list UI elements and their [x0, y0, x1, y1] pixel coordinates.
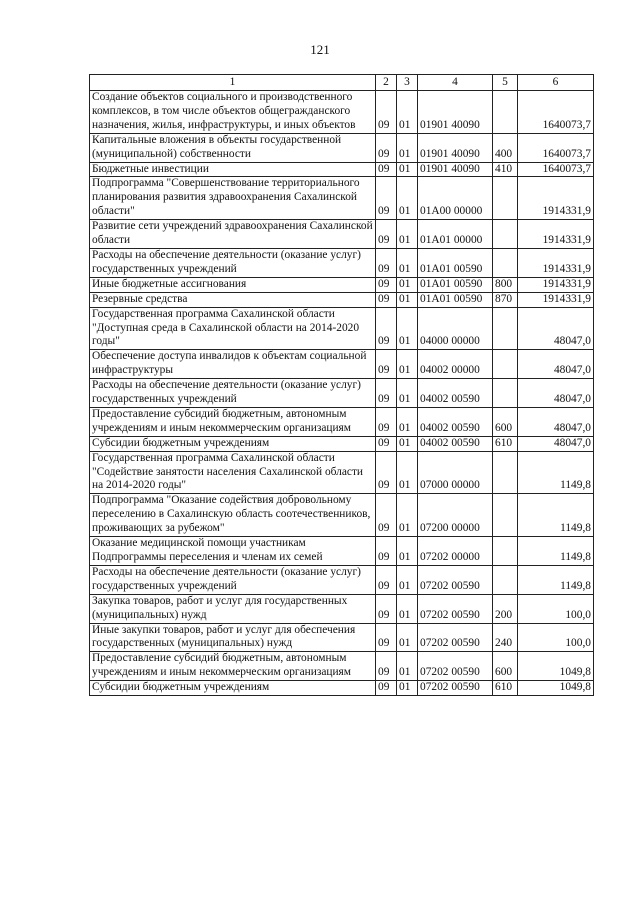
- column-header: 5: [493, 75, 518, 91]
- amount-cell: 48047,0: [518, 307, 594, 350]
- section-cell: 09: [376, 537, 397, 566]
- section-cell: 09: [376, 407, 397, 436]
- column-header: 3: [397, 75, 418, 91]
- table-row: [90, 681, 594, 696]
- target-article-cell: 07202 00590: [418, 594, 493, 623]
- table-row: [90, 277, 594, 292]
- target-article-cell: 01901 40090: [418, 133, 493, 162]
- column-header: 6: [518, 75, 594, 91]
- amount-cell: 100,0: [518, 594, 594, 623]
- subsection-cell: 01: [397, 177, 418, 220]
- row-name-cell: Расходы на обеспечение деятельности (оказание услуг) государственных учреждений: [90, 248, 376, 277]
- row-name-cell: Государственная программа Сахалинской области "Доступная среда в Сахалинской области на 2014-2020 годы": [90, 307, 376, 350]
- expense-type-cell: [493, 350, 518, 379]
- amount-cell: 48047,0: [518, 436, 594, 451]
- expense-type-cell: [493, 177, 518, 220]
- target-article-cell: 01901 40090: [418, 91, 493, 134]
- table-row: [90, 248, 594, 277]
- subsection-cell: 01: [397, 407, 418, 436]
- expense-type-cell: [493, 248, 518, 277]
- row-name-cell: Иные бюджетные ассигнования: [90, 277, 376, 292]
- row-name-cell: Закупка товаров, работ и услуг для государственных (муниципальных) нужд: [90, 594, 376, 623]
- table-row: [90, 307, 594, 350]
- section-cell: 09: [376, 307, 397, 350]
- expense-type-cell: [493, 307, 518, 350]
- table-row: [90, 623, 594, 652]
- expense-type-cell: 200: [493, 594, 518, 623]
- amount-cell: 1640073,7: [518, 162, 594, 177]
- expense-type-cell: [493, 379, 518, 408]
- row-name-cell: Бюджетные инвестиции: [90, 162, 376, 177]
- section-cell: 09: [376, 379, 397, 408]
- row-name-cell: Развитие сети учреждений здравоохранения Сахалинской области: [90, 220, 376, 249]
- expense-type-cell: [493, 537, 518, 566]
- table-row: [90, 133, 594, 162]
- subsection-cell: 01: [397, 277, 418, 292]
- target-article-cell: 07202 00590: [418, 652, 493, 681]
- target-article-cell: 01A01 00590: [418, 292, 493, 307]
- subsection-cell: 01: [397, 307, 418, 350]
- expense-type-cell: 610: [493, 681, 518, 696]
- section-cell: 09: [376, 565, 397, 594]
- section-cell: 09: [376, 162, 397, 177]
- target-article-cell: 07202 00590: [418, 623, 493, 652]
- expense-type-cell: [493, 451, 518, 494]
- page-number: 121: [310, 42, 330, 57]
- row-name-cell: Резервные средства: [90, 292, 376, 307]
- target-article-cell: 01A01 00590: [418, 277, 493, 292]
- target-article-cell: 07202 00590: [418, 681, 493, 696]
- target-article-cell: 04002 00590: [418, 407, 493, 436]
- target-article-cell: 07202 00590: [418, 565, 493, 594]
- target-article-cell: 01901 40090: [418, 162, 493, 177]
- column-header: 4: [418, 75, 493, 91]
- target-article-cell: 07200 00000: [418, 494, 493, 537]
- subsection-cell: 01: [397, 494, 418, 537]
- table-row: [90, 292, 594, 307]
- table-row: [90, 594, 594, 623]
- section-cell: 09: [376, 594, 397, 623]
- subsection-cell: 01: [397, 133, 418, 162]
- amount-cell: 1149,8: [518, 451, 594, 494]
- amount-cell: 1914331,9: [518, 292, 594, 307]
- subsection-cell: 01: [397, 537, 418, 566]
- row-name-cell: Создание объектов социального и производственного комплексов, в том числе объектов общегражданского назначения, жилья, инфраструктуры, и иных объектов: [90, 91, 376, 134]
- budget-table: [89, 74, 594, 696]
- subsection-cell: 01: [397, 623, 418, 652]
- expense-type-cell: 870: [493, 292, 518, 307]
- amount-cell: 1914331,9: [518, 277, 594, 292]
- table-row: [90, 91, 594, 134]
- subsection-cell: 01: [397, 652, 418, 681]
- row-name-cell: Государственная программа Сахалинской области "Содействие занятости населения Сахалинской области на 2014-2020 годы": [90, 451, 376, 494]
- section-cell: 09: [376, 623, 397, 652]
- amount-cell: 1049,8: [518, 681, 594, 696]
- target-article-cell: 01A01 00000: [418, 220, 493, 249]
- column-header: 1: [90, 75, 376, 91]
- expense-type-cell: 600: [493, 652, 518, 681]
- amount-cell: 1149,8: [518, 494, 594, 537]
- expense-type-cell: [493, 91, 518, 134]
- subsection-cell: 01: [397, 350, 418, 379]
- section-cell: 09: [376, 350, 397, 379]
- expense-type-cell: 240: [493, 623, 518, 652]
- expense-type-cell: [493, 220, 518, 249]
- target-article-cell: 04002 00590: [418, 379, 493, 408]
- row-name-cell: Подпрограмма "Оказание содействия добровольному переселению в Сахалинскую область соотечественников, проживающих за рубежом": [90, 494, 376, 537]
- column-header: 2: [376, 75, 397, 91]
- amount-cell: 48047,0: [518, 379, 594, 408]
- table-row: [90, 565, 594, 594]
- row-name-cell: Расходы на обеспечение деятельности (оказание услуг) государственных учреждений: [90, 565, 376, 594]
- subsection-cell: 01: [397, 292, 418, 307]
- target-article-cell: 07000 00000: [418, 451, 493, 494]
- section-cell: 09: [376, 177, 397, 220]
- target-article-cell: 04000 00000: [418, 307, 493, 350]
- section-cell: 09: [376, 292, 397, 307]
- table-row: [90, 652, 594, 681]
- amount-cell: 1149,8: [518, 537, 594, 566]
- row-name-cell: Расходы на обеспечение деятельности (оказание услуг) государственных учреждений: [90, 379, 376, 408]
- amount-cell: 1640073,7: [518, 91, 594, 134]
- table-row: [90, 451, 594, 494]
- table-row: [90, 494, 594, 537]
- amount-cell: 1914331,9: [518, 248, 594, 277]
- section-cell: 09: [376, 133, 397, 162]
- section-cell: 09: [376, 652, 397, 681]
- target-article-cell: 04002 00000: [418, 350, 493, 379]
- subsection-cell: 01: [397, 248, 418, 277]
- row-name-cell: Иные закупки товаров, работ и услуг для обеспечения государственных (муниципальных) нужд: [90, 623, 376, 652]
- subsection-cell: 01: [397, 436, 418, 451]
- table-row: [90, 177, 594, 220]
- table-row: [90, 537, 594, 566]
- subsection-cell: 01: [397, 220, 418, 249]
- row-name-cell: Предоставление субсидий бюджетным, автономным учреждениям и иным некоммерческим организациям: [90, 652, 376, 681]
- amount-cell: 1914331,9: [518, 177, 594, 220]
- amount-cell: 100,0: [518, 623, 594, 652]
- row-name-cell: Оказание медицинской помощи участникам Подпрограммы переселения и членам их семей: [90, 537, 376, 566]
- expense-type-cell: 400: [493, 133, 518, 162]
- section-cell: 09: [376, 451, 397, 494]
- amount-cell: 48047,0: [518, 407, 594, 436]
- section-cell: 09: [376, 494, 397, 537]
- table-row: [90, 220, 594, 249]
- target-article-cell: 04002 00590: [418, 436, 493, 451]
- expense-type-cell: 600: [493, 407, 518, 436]
- target-article-cell: 01A00 00000: [418, 177, 493, 220]
- section-cell: 09: [376, 277, 397, 292]
- expense-type-cell: [493, 494, 518, 537]
- expense-type-cell: 800: [493, 277, 518, 292]
- table-row: [90, 379, 594, 408]
- amount-cell: 1049,8: [518, 652, 594, 681]
- subsection-cell: 01: [397, 91, 418, 134]
- row-name-cell: Капитальные вложения в объекты государственной (муниципальной) собственности: [90, 133, 376, 162]
- table-row: [90, 162, 594, 177]
- table-header-row: [90, 75, 594, 91]
- amount-cell: 48047,0: [518, 350, 594, 379]
- table-row: [90, 407, 594, 436]
- subsection-cell: 01: [397, 565, 418, 594]
- expense-type-cell: 610: [493, 436, 518, 451]
- amount-cell: 1149,8: [518, 565, 594, 594]
- amount-cell: 1640073,7: [518, 133, 594, 162]
- row-name-cell: Субсидии бюджетным учреждениям: [90, 681, 376, 696]
- expense-type-cell: 410: [493, 162, 518, 177]
- section-cell: 09: [376, 436, 397, 451]
- amount-cell: 1914331,9: [518, 220, 594, 249]
- table-row: [90, 436, 594, 451]
- subsection-cell: 01: [397, 681, 418, 696]
- section-cell: 09: [376, 681, 397, 696]
- target-article-cell: 01A01 00590: [418, 248, 493, 277]
- subsection-cell: 01: [397, 451, 418, 494]
- expense-type-cell: [493, 565, 518, 594]
- row-name-cell: Обеспечение доступа инвалидов к объектам социальной инфраструктуры: [90, 350, 376, 379]
- subsection-cell: 01: [397, 162, 418, 177]
- subsection-cell: 01: [397, 594, 418, 623]
- row-name-cell: Субсидии бюджетным учреждениям: [90, 436, 376, 451]
- row-name-cell: Подпрограмма "Совершенствование территориального планирования развития здравоохранения Сахалинской области": [90, 177, 376, 220]
- row-name-cell: Предоставление субсидий бюджетным, автономным учреждениям и иным некоммерческим организациям: [90, 407, 376, 436]
- table-row: [90, 350, 594, 379]
- section-cell: 09: [376, 248, 397, 277]
- subsection-cell: 01: [397, 379, 418, 408]
- section-cell: 09: [376, 91, 397, 134]
- section-cell: 09: [376, 220, 397, 249]
- target-article-cell: 07202 00000: [418, 537, 493, 566]
